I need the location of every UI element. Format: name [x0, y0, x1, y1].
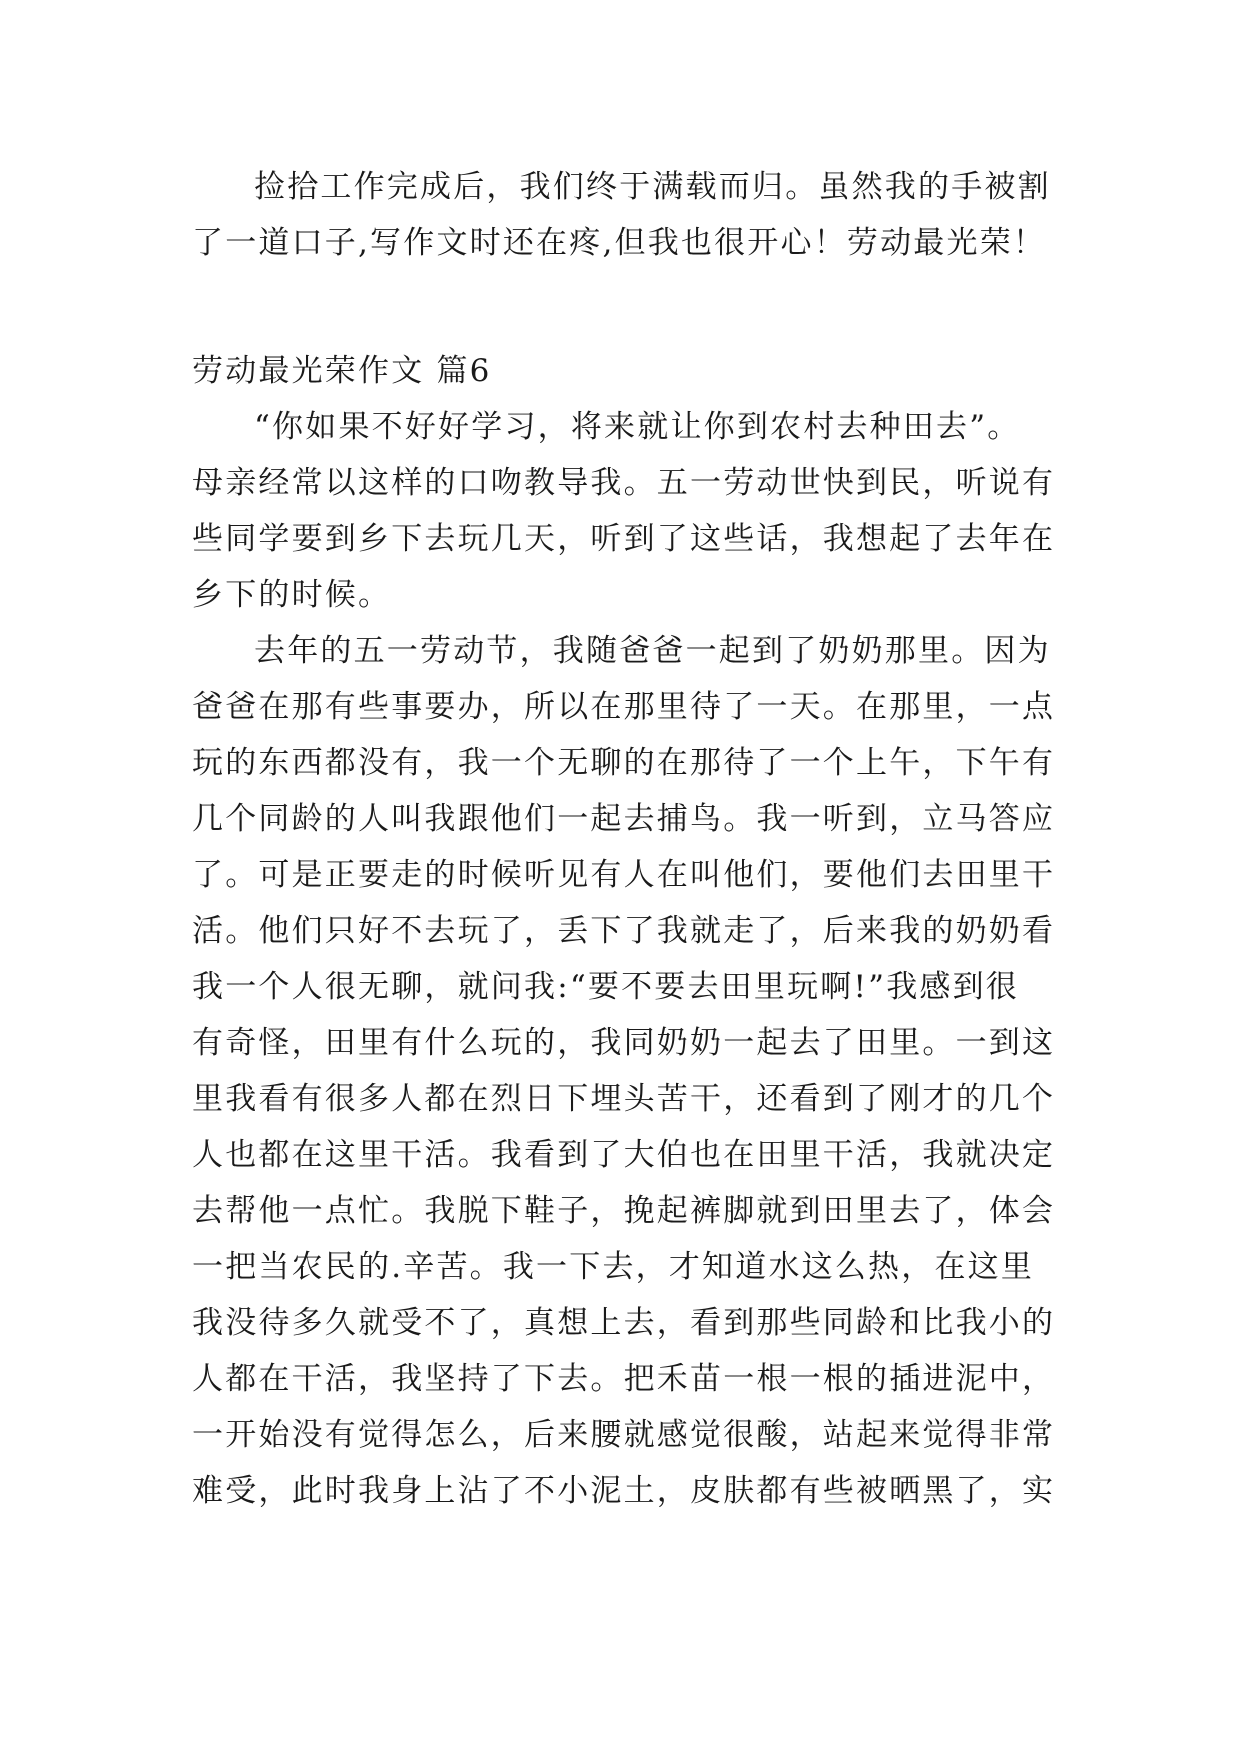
text-line: 去帮他一点忙。我脱下鞋子，挽起裤脚就到田里去了，体会: [192, 1193, 1056, 1229]
text-line: 去年的五一劳动节，我随爸爸一起到了奶奶那里。因为: [254, 633, 1051, 669]
text-line: 里我看有很多人都在烈日下埋头苦干，还看到了刚才的几个: [192, 1081, 1056, 1117]
text-line: 些同学要到乡下去玩几天，听到了这些话，我想起了去年在: [192, 521, 1056, 557]
text-line: 有奇怪，田里有什么玩的，我同奶奶一起去了田里。一到这: [192, 1025, 1056, 1061]
text-line: 难受，此时我身上沾了不小泥土，皮肤都有些被晒黑了，实: [192, 1473, 1056, 1509]
text-line: 人都在干活，我坚持了下去。把禾苗一根一根的插进泥中，: [192, 1361, 1056, 1397]
section-heading: 劳动最光荣作文 篇6: [192, 353, 492, 389]
text-line: 爸爸在那有些事要办，所以在那里待了一天。在那里，一点: [192, 689, 1056, 725]
text-line: 我一个人很无聊，就问我:“要不要去田里玩啊!”我感到很: [192, 969, 1019, 1005]
text-line: 我没待多久就受不了，真想上去，看到那些同龄和比我小的: [192, 1305, 1056, 1341]
text-line: 人也都在这里干活。我看到了大伯也在田里干活，我就决定: [192, 1137, 1056, 1173]
text-line: 一开始没有觉得怎么，后来腰就感觉很酸，站起来觉得非常: [192, 1417, 1056, 1453]
text-line: 几个同龄的人叫我跟他们一起去捕鸟。我一听到，立马答应: [192, 801, 1056, 837]
text-line: “你如果不好好学习，将来就让你到农村去种田去”。: [254, 409, 1021, 445]
paragraph-1: [192, 399, 1056, 623]
essay-section-6: [192, 343, 1056, 1519]
previous-section-ending: [192, 159, 1052, 271]
text-line: 母亲经常以这样的口吻教导我。五一劳动世快到民，听说有: [192, 465, 1056, 501]
text-line: 一把当农民的.辛苦。我一下去，才知道水这么热，在这里: [192, 1249, 1035, 1285]
text-line: 了一道口子,写作文时还在疼,但我也很开心！劳动最光荣！: [192, 225, 1047, 261]
text-line: 活。他们只好不去玩了，丢下了我就走了，后来我的奶奶看: [192, 913, 1056, 949]
text-line: 玩的东西都没有，我一个无聊的在那待了一个上午，下午有: [192, 745, 1056, 781]
paragraph-2: [192, 623, 1056, 1519]
text-line: 了。可是正要走的时候听见有人在叫他们，要他们去田里干: [192, 857, 1056, 893]
text-line: 捡拾工作完成后，我们终于满载而归。虽然我的手被割: [254, 169, 1051, 205]
text-line: 乡下的时候。: [192, 577, 392, 613]
